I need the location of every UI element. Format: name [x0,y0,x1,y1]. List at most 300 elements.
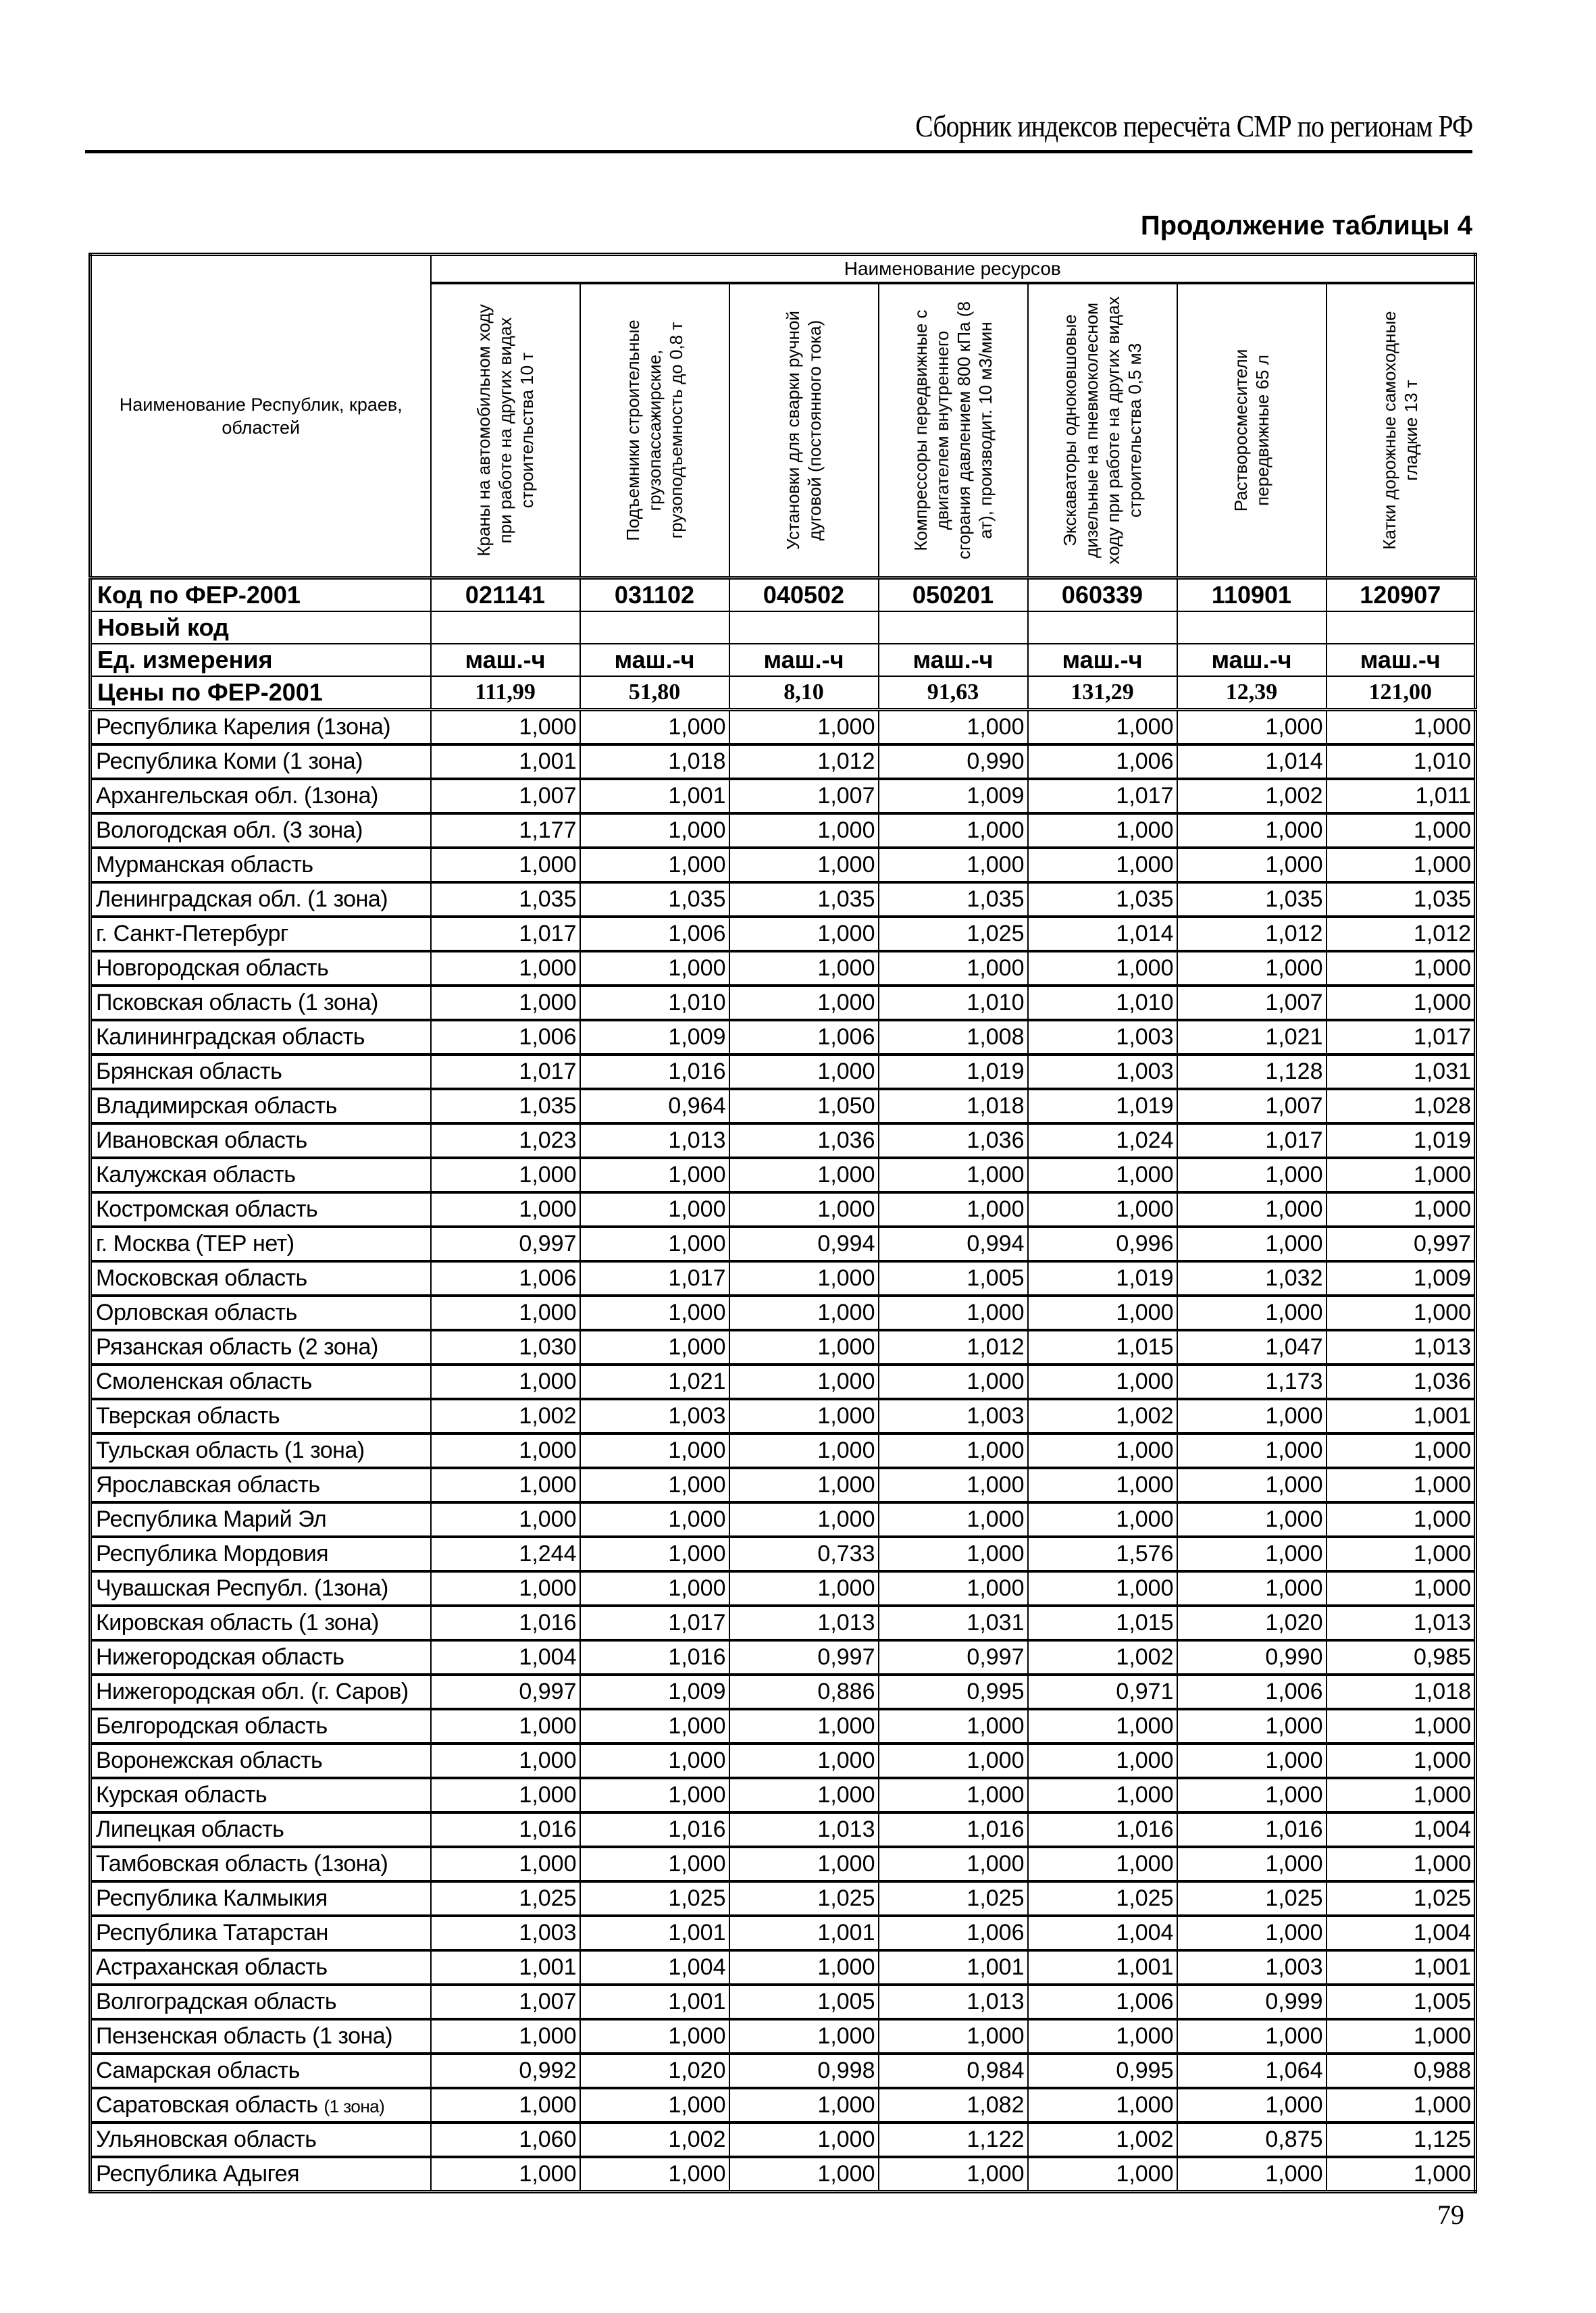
price-row [91,676,1476,710]
index-value: 1,007 [1177,986,1327,1020]
index-value: 0,984 [879,2054,1028,2088]
index-value: 1,000 [580,813,729,848]
table-row [91,744,1476,779]
region-name-text: Липецкая область [96,1816,284,1842]
resource-column-header [1028,283,1177,578]
index-value: 1,000 [729,1744,879,1778]
index-value: 1,013 [580,1123,729,1158]
index-value: 1,006 [431,1020,580,1054]
index-value: 1,010 [580,986,729,1020]
unit-value: маш.-ч [879,644,1028,676]
index-value: 1,047 [1177,1330,1327,1365]
table-row [91,2088,1476,2123]
index-value: 1,031 [879,1606,1028,1640]
new-code-value [879,611,1028,644]
index-value: 1,000 [729,1158,879,1192]
index-value: 1,020 [1177,1606,1327,1640]
index-value: 1,021 [1177,1020,1327,1054]
index-value: 1,035 [580,882,729,917]
index-value: 1,016 [1028,1812,1177,1847]
unit-value: маш.-ч [1327,644,1476,676]
table-row [91,1881,1476,1916]
index-value: 1,016 [580,1812,729,1847]
index-value: 1,000 [729,1365,879,1399]
index-value: 1,000 [431,1744,580,1778]
index-value: 1,020 [580,2054,729,2088]
resource-name: Растворосмесители передвижные 65 л [1231,349,1272,512]
table-row [91,1330,1476,1365]
index-value: 1,001 [580,779,729,813]
index-value: 1,000 [729,710,879,745]
index-value: 1,004 [431,1640,580,1675]
index-value: 1,000 [1177,1296,1327,1330]
index-value: 1,000 [580,1847,729,1881]
index-value: 1,000 [580,848,729,882]
index-value: 1,000 [879,1537,1028,1571]
index-value: 1,000 [1327,1158,1476,1192]
region-name-text: Республика Адыгея [96,2161,300,2187]
unit-value: маш.-ч [431,644,580,676]
index-value: 1,000 [580,2088,729,2123]
index-value: 1,000 [729,917,879,951]
index-value: 1,000 [1327,951,1476,986]
index-value: 1,000 [1177,1227,1327,1261]
table-row [91,1709,1476,1744]
table-row [91,951,1476,986]
index-value: 1,000 [431,1571,580,1606]
index-value: 1,019 [1028,1261,1177,1296]
index-value: 1,000 [1177,1192,1327,1227]
index-value: 0,995 [879,1675,1028,1709]
fer-code-value: 120907 [1327,578,1476,612]
index-value: 1,004 [1028,1916,1177,1950]
table-row [91,1502,1476,1537]
index-value: 1,000 [431,986,580,1020]
index-value: 1,082 [879,2088,1028,2123]
resource-name: Подъемники строительные грузопассажирские, грузоподъемность до 0,8 т [623,320,686,541]
region-name-text: Ярославская область [96,1472,320,1498]
index-value: 1,025 [879,917,1028,951]
running-head-text: Сборник индексов пересчёта СМР по регионам РФ [915,109,1472,143]
index-value: 1,000 [1177,1571,1327,1606]
index-value: 1,017 [1028,779,1177,813]
region-name [91,1054,431,1089]
index-value: 1,018 [580,744,729,779]
region-name [91,1606,431,1640]
region-name [91,1812,431,1847]
index-value: 1,000 [879,813,1028,848]
index-value: 1,000 [431,848,580,882]
index-value: 1,000 [879,848,1028,882]
table-row [91,1296,1476,1330]
index-value: 1,036 [729,1123,879,1158]
price-value: 111,99 [431,676,580,710]
index-value: 1,000 [879,1778,1028,1812]
table-row [91,2123,1476,2157]
region-name-text: Курская область [96,1782,267,1808]
index-value: 1,012 [729,744,879,779]
new-code-value [1028,611,1177,644]
index-value: 1,025 [580,1881,729,1916]
index-value: 0,990 [879,744,1028,779]
index-value: 1,000 [1028,1158,1177,1192]
price-value: 121,00 [1327,676,1476,710]
region-name [91,2088,431,2123]
index-value: 1,019 [879,1054,1028,1089]
index-value: 1,007 [1177,1089,1327,1123]
index-value: 1,017 [431,1054,580,1089]
price-value: 8,10 [729,676,879,710]
region-name-text: Воронежская область [96,1748,323,1773]
region-name [91,1365,431,1399]
region-name [91,1916,431,1950]
index-value: 1,000 [1177,1709,1327,1744]
index-value: 1,008 [879,1020,1028,1054]
index-value: 1,013 [1327,1606,1476,1640]
index-value: 1,000 [1177,1502,1327,1537]
index-value: 1,000 [1028,1709,1177,1744]
index-value: 1,025 [1327,1881,1476,1916]
fer-code-value: 040502 [729,578,879,612]
index-value: 1,010 [1028,986,1177,1020]
index-value: 1,000 [1177,1778,1327,1812]
index-value: 1,006 [1177,1675,1327,1709]
index-value: 1,173 [1177,1365,1327,1399]
index-value: 0,997 [431,1675,580,1709]
region-name-text: Тверская область [96,1403,280,1429]
index-value: 1,002 [1028,1399,1177,1433]
index-value: 1,015 [1028,1330,1177,1365]
region-name [91,986,431,1020]
resource-column-header [1177,283,1327,578]
index-value: 1,000 [1028,2157,1177,2192]
region-name-column-header: Наименование Республик, краев, областей [91,255,431,578]
index-value: 1,006 [729,1020,879,1054]
index-value: 1,000 [1028,1433,1177,1468]
page-number: 79 [1437,2200,1464,2230]
index-value: 0,994 [879,1227,1028,1261]
region-name [91,882,431,917]
new-code-value [580,611,729,644]
index-value: 0,988 [1327,2054,1476,2088]
unit-value: маш.-ч [580,644,729,676]
index-value: 1,000 [1028,1468,1177,1502]
fer-code-value: 031102 [580,578,729,612]
index-value: 1,000 [580,1433,729,1468]
region-name [91,2123,431,2157]
index-value: 1,000 [729,1261,879,1296]
region-name-text: Московская область [96,1265,307,1291]
index-value: 1,000 [879,710,1028,745]
index-value: 0,996 [1028,1227,1177,1261]
index-value: 1,000 [580,710,729,745]
region-name-text: Тамбовская область (1зона) [96,1851,388,1877]
index-value: 1,125 [1327,2123,1476,2157]
region-name [91,1950,431,1985]
index-value: 1,000 [431,2019,580,2054]
index-value: 1,000 [1327,1502,1476,1537]
index-value: 1,000 [1028,848,1177,882]
index-value: 1,015 [1028,1606,1177,1640]
index-value: 1,000 [729,1330,879,1365]
index-value: 1,024 [1028,1123,1177,1158]
index-value: 1,030 [431,1330,580,1365]
region-name [91,1123,431,1158]
index-value: 1,016 [1177,1812,1327,1847]
table-row [91,1744,1476,1778]
index-value: 1,014 [1028,917,1177,951]
index-value: 1,000 [729,1709,879,1744]
index-value: 0,990 [1177,1640,1327,1675]
region-name-text: Калининградская область [96,1024,365,1050]
region-name-text: Республика Карелия (1зона) [96,714,391,740]
region-name [91,1261,431,1296]
index-value: 1,006 [879,1916,1028,1950]
index-value: 0,971 [1028,1675,1177,1709]
index-value: 1,007 [431,779,580,813]
index-value: 1,000 [1177,1847,1327,1881]
region-name [91,1192,431,1227]
index-value: 0,997 [431,1227,580,1261]
index-value: 1,000 [729,1433,879,1468]
index-value: 1,001 [580,1985,729,2019]
price-value: 131,29 [1028,676,1177,710]
table-row [91,1123,1476,1158]
index-value: 1,006 [580,917,729,951]
index-value: 1,000 [729,2088,879,2123]
index-value: 1,025 [729,1881,879,1916]
table-row [91,710,1476,745]
index-value: 1,000 [431,1365,580,1399]
index-value: 1,035 [729,882,879,917]
index-value: 1,009 [580,1020,729,1054]
index-value: 1,003 [1028,1054,1177,1089]
index-value: 1,035 [1177,882,1327,917]
index-value: 1,000 [729,1399,879,1433]
index-value: 1,006 [1028,1985,1177,2019]
index-value: 1,035 [1028,882,1177,917]
region-name [91,1537,431,1571]
region-name [91,1709,431,1744]
index-value: 1,001 [431,744,580,779]
index-value: 1,017 [1177,1123,1327,1158]
region-name [91,848,431,882]
region-name-text: Республика Калмыкия [96,1885,328,1911]
index-value: 1,003 [431,1916,580,1950]
index-value: 1,010 [1327,744,1476,779]
region-name-text: Волгоградская область [96,1989,337,2014]
region-name [91,1744,431,1778]
index-value: 1,000 [729,2157,879,2192]
region-name [91,1502,431,1537]
table-row [91,2157,1476,2192]
region-name-text: Саратовская область [96,2092,318,2118]
index-value: 0,999 [1177,1985,1327,2019]
resource-name: Установки для сварки ручной дуговой (постоянного тока) [783,311,825,550]
new-code-value [431,611,580,644]
price-value: 12,39 [1177,676,1327,710]
index-value: 1,017 [1327,1020,1476,1054]
index-value: 1,017 [431,917,580,951]
unit-row [91,644,1476,676]
index-value: 1,000 [1177,1399,1327,1433]
index-value: 1,023 [431,1123,580,1158]
table-row [91,2019,1476,2054]
price-label: Цены по ФЕР-2001 [91,676,431,710]
region-name [91,1020,431,1054]
index-value: 1,000 [1177,2088,1327,2123]
resource-name: Компрессоры передвижные с двигателем внутреннего сгорания давлением 800 кПа (8 ат), производит. 10 м3/мин [910,301,996,559]
table-row [91,1365,1476,1399]
index-value: 1,025 [1028,1881,1177,1916]
region-name [91,710,431,745]
region-name [91,1847,431,1881]
index-value: 1,006 [1028,744,1177,779]
index-value: 1,000 [879,1847,1028,1881]
region-name-text: Смоленская область [96,1369,312,1394]
resource-column-header [580,283,729,578]
index-value: 1,000 [1177,1537,1327,1571]
index-value: 1,000 [431,710,580,745]
index-value: 1,000 [431,1847,580,1881]
index-value: 1,009 [879,779,1028,813]
table-row [91,848,1476,882]
region-name [91,1399,431,1433]
index-value: 1,000 [431,1296,580,1330]
region-name-text: Ивановская область [96,1127,307,1153]
table-row [91,1537,1476,1571]
table-row [91,1916,1476,1950]
index-value: 1,576 [1028,1537,1177,1571]
index-value: 1,016 [431,1606,580,1640]
region-name-text: Республика Коми (1 зона) [96,748,363,774]
index-value: 1,002 [431,1399,580,1433]
index-value: 1,019 [1327,1123,1476,1158]
index-value: 1,000 [580,1537,729,1571]
region-name [91,779,431,813]
index-value: 1,016 [431,1812,580,1847]
region-name-text: Нижегородская область [96,1644,344,1670]
table-row [91,1571,1476,1606]
index-value: 1,000 [1327,1192,1476,1227]
regional-index-table [88,253,1477,2193]
index-value: 1,000 [431,951,580,986]
index-value: 1,013 [729,1606,879,1640]
index-value: 1,000 [729,1296,879,1330]
region-name-text: Псковская область (1 зона) [96,990,378,1015]
index-value: 1,000 [1327,1468,1476,1502]
table-row [91,1020,1476,1054]
index-value: 1,025 [1177,1881,1327,1916]
region-name [91,1881,431,1916]
region-name-text: Республика Татарстан [96,1920,328,1946]
index-value: 1,000 [580,1709,729,1744]
index-value: 1,001 [729,1916,879,1950]
index-value: 1,000 [1327,1433,1476,1468]
index-value: 1,000 [1028,1847,1177,1881]
index-value: 1,012 [879,1330,1028,1365]
index-value: 1,000 [431,1709,580,1744]
index-value: 1,000 [1028,2088,1177,2123]
index-value: 1,000 [431,1192,580,1227]
table-row [91,813,1476,848]
region-name [91,1778,431,1812]
index-value: 1,028 [1327,1089,1476,1123]
region-name [91,1468,431,1502]
index-value: 1,016 [580,1054,729,1089]
resource-column-header [729,283,879,578]
table-row [91,1606,1476,1640]
index-value: 1,000 [1028,1296,1177,1330]
index-value: 1,004 [1327,1916,1476,1950]
region-name-text: Самарская область [96,2058,300,2083]
index-value: 1,000 [1028,813,1177,848]
new-code-value [1177,611,1327,644]
region-name [91,2157,431,2192]
index-value: 1,000 [879,1158,1028,1192]
region-name [91,1675,431,1709]
index-value: 1,000 [580,2157,729,2192]
table-row [91,1192,1476,1227]
resources-group-header: Наименование ресурсов [431,255,1476,284]
index-value: 1,000 [1028,1192,1177,1227]
table-row [91,1640,1476,1675]
running-head [85,108,1472,153]
table-header [91,255,1476,578]
index-value: 0,992 [431,2054,580,2088]
resource-column-header [1327,283,1476,578]
index-value: 1,000 [580,1296,729,1330]
index-value: 1,000 [1177,710,1327,745]
index-value: 1,031 [1327,1054,1476,1089]
index-value: 1,035 [879,882,1028,917]
index-value: 1,014 [1177,744,1327,779]
index-value: 0,886 [729,1675,879,1709]
index-value: 1,001 [1327,1399,1476,1433]
index-value: 1,000 [1327,1778,1476,1812]
index-value: 1,002 [1028,1640,1177,1675]
table-row [91,1950,1476,1985]
region-name-text: Республика Марий Эл [96,1506,327,1532]
index-value: 0,997 [729,1640,879,1675]
region-name-text: г. Санкт-Петербург [96,921,288,946]
table-row [91,1261,1476,1296]
index-value: 1,007 [431,1985,580,2019]
index-value: 1,000 [729,1054,879,1089]
index-value: 1,000 [580,1571,729,1606]
region-name [91,813,431,848]
unit-value: маш.-ч [1028,644,1177,676]
index-value: 1,000 [729,848,879,882]
fer-code-value: 060339 [1028,578,1177,612]
index-value: 1,002 [1177,779,1327,813]
region-name-text: Тульская область (1 зона) [96,1438,365,1463]
index-value: 1,013 [1327,1330,1476,1365]
index-value: 1,000 [1327,848,1476,882]
index-value: 1,064 [1177,2054,1327,2088]
index-value: 1,012 [1177,917,1327,951]
table-row [91,1468,1476,1502]
index-value: 1,000 [1327,813,1476,848]
unit-value: маш.-ч [1177,644,1327,676]
new-code-value [729,611,879,644]
index-value: 1,000 [1177,1433,1327,1468]
table-row [91,917,1476,951]
index-value: 1,000 [1028,1571,1177,1606]
index-value: 1,000 [1327,710,1476,745]
index-value: 1,003 [879,1399,1028,1433]
index-value: 1,001 [580,1916,729,1950]
